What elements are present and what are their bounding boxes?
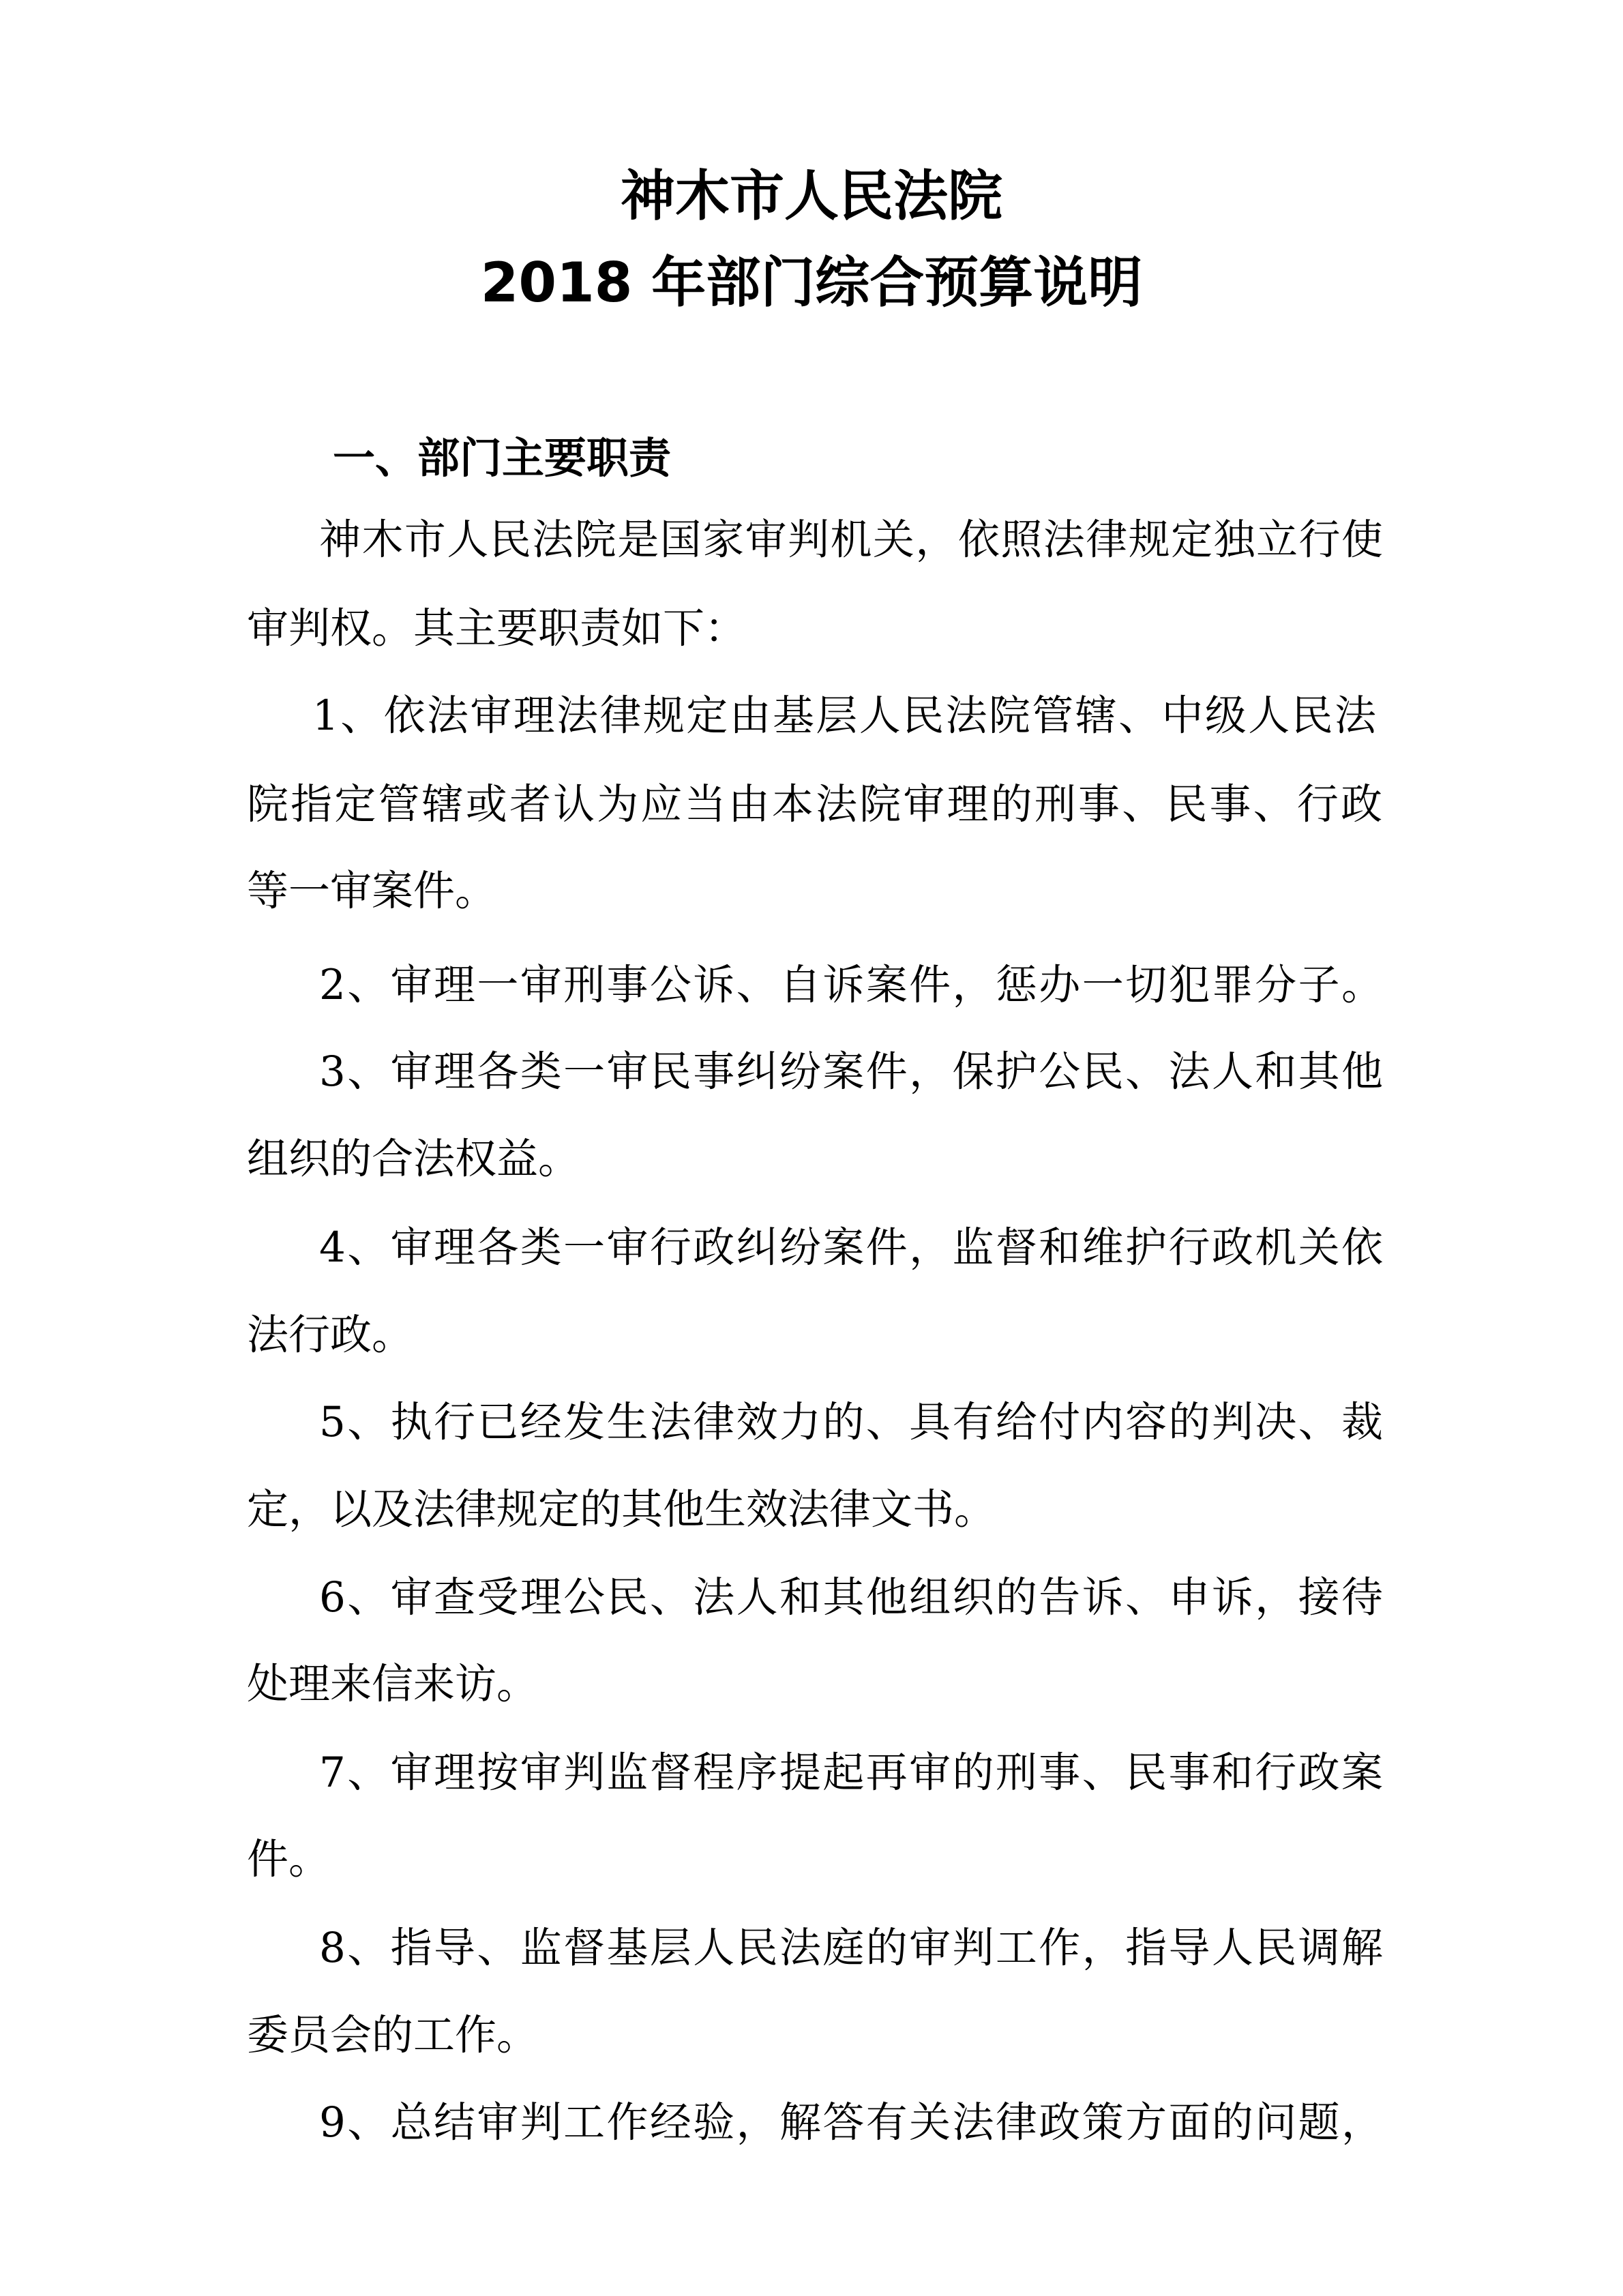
paragraph-line: 审判权。其主要职责如下：: [247, 604, 747, 653]
paragraph-line: 5、执行已经发生法律效力的、具有给付内容的判决、裁: [319, 1398, 1383, 1446]
paragraph-line: 6、审查受理公民、法人和其他组织的告诉、申诉，接待: [319, 1573, 1383, 1622]
document-title-line-2: 2018 年部门综合预算说明: [480, 251, 1143, 314]
paragraph-line: 1、依法审理法律规定由基层人民法院管辖、中级人民法: [312, 691, 1376, 740]
paragraph-line: 等一审案件。: [247, 867, 497, 915]
paragraph-line: 2、审理一审刑事公诉、自诉案件，惩办一切犯罪分子。: [319, 961, 1383, 1009]
paragraph-line: 7、审理按审判监督程序提起再审的刑事、民事和行政案: [319, 1748, 1383, 1797]
section-heading: 一、部门主要职责: [333, 433, 672, 483]
paragraph-line: 法行政。: [247, 1311, 414, 1359]
paragraph-line: 组织的合法权益。: [247, 1135, 580, 1183]
paragraph-line: 件。: [247, 1835, 331, 1883]
paragraph-line: 8、指导、监督基层人民法庭的审判工作，指导人民调解: [319, 1924, 1383, 1972]
paragraph-line: 院指定管辖或者认为应当由本法院审理的刑事、民事、行政: [247, 780, 1382, 829]
paragraph-line: 委员会的工作。: [247, 2011, 539, 2059]
document-title-line-1: 神木市人民法院: [621, 164, 1002, 228]
paragraph-line: 9、总结审判工作经验，解答有关法律政策方面的问题，: [319, 2098, 1383, 2147]
paragraph-line: 定，以及法律规定的其他生效法律文书。: [247, 1485, 996, 1534]
paragraph-line: 3、审理各类一审民事纠纷案件，保护公民、法人和其他: [319, 1047, 1383, 1096]
paragraph-line: 处理来信来访。: [247, 1660, 539, 1708]
paragraph-line: 神木市人民法院是国家审判机关，依照法律规定独立行使: [319, 516, 1383, 564]
paragraph-line: 4、审理各类一审行政纠纷案件，监督和维护行政机关依: [319, 1223, 1383, 1272]
